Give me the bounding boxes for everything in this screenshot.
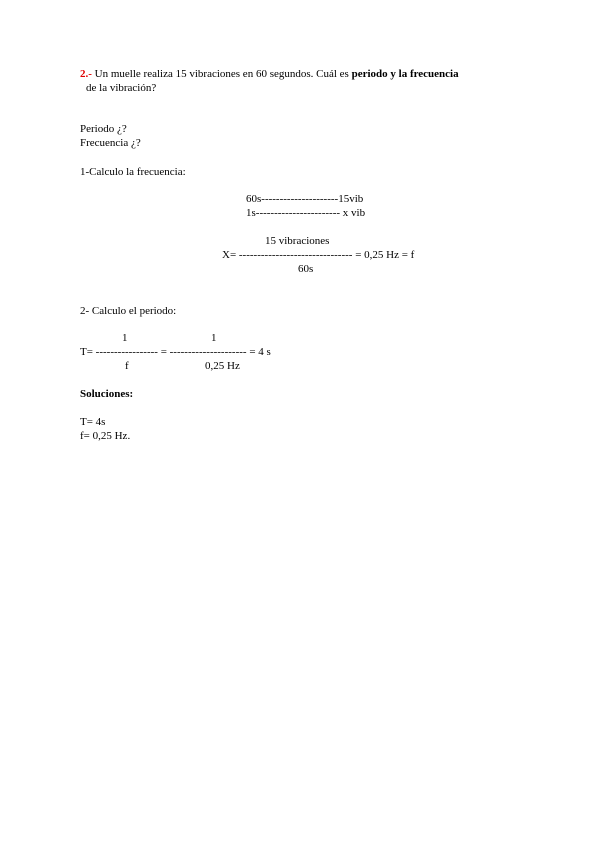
solution-period: T= 4s — [80, 416, 106, 428]
unknown-period: Periodo ¿? — [80, 123, 127, 135]
period-denominator-1: f — [125, 360, 129, 372]
period-numerator-2: 1 — [211, 332, 217, 344]
frequency-numerator: 15 vibraciones — [265, 235, 330, 247]
solutions-heading: Soluciones: — [80, 388, 134, 400]
step2-heading: 2- Calculo el periodo: — [80, 305, 177, 317]
frequency-fraction-line: X= ------------------------------- = 0,25 Hz = f — [222, 249, 415, 261]
problem-statement-line-1 — [80, 68, 459, 81]
solution-frequency: f= 0,25 Hz. — [80, 430, 131, 442]
period-denominator-2: 0,25 Hz — [205, 360, 240, 372]
rule-of-three-line-1: 60s---------------------15vib — [246, 193, 364, 205]
frequency-denominator: 60s — [298, 263, 314, 275]
step1-heading: 1-Calculo la frecuencia: — [80, 166, 186, 178]
period-numerator-1: 1 — [122, 332, 128, 344]
unknown-frequency: Frecuencia ¿? — [80, 137, 141, 149]
problem-number: 2.- — [80, 68, 92, 80]
problem-bold-text: periodo y la frecuencia — [351, 68, 459, 80]
period-fraction-line: T= ----------------- = --------------------- = 4 s — [80, 346, 271, 358]
problem-statement-line-2: de la vibración? — [86, 82, 157, 94]
rule-of-three-line-2: 1s----------------------- x vib — [246, 207, 366, 219]
problem-text: Un muelle realiza 15 vibraciones en 60 segundos. Cuál es — [91, 68, 352, 80]
